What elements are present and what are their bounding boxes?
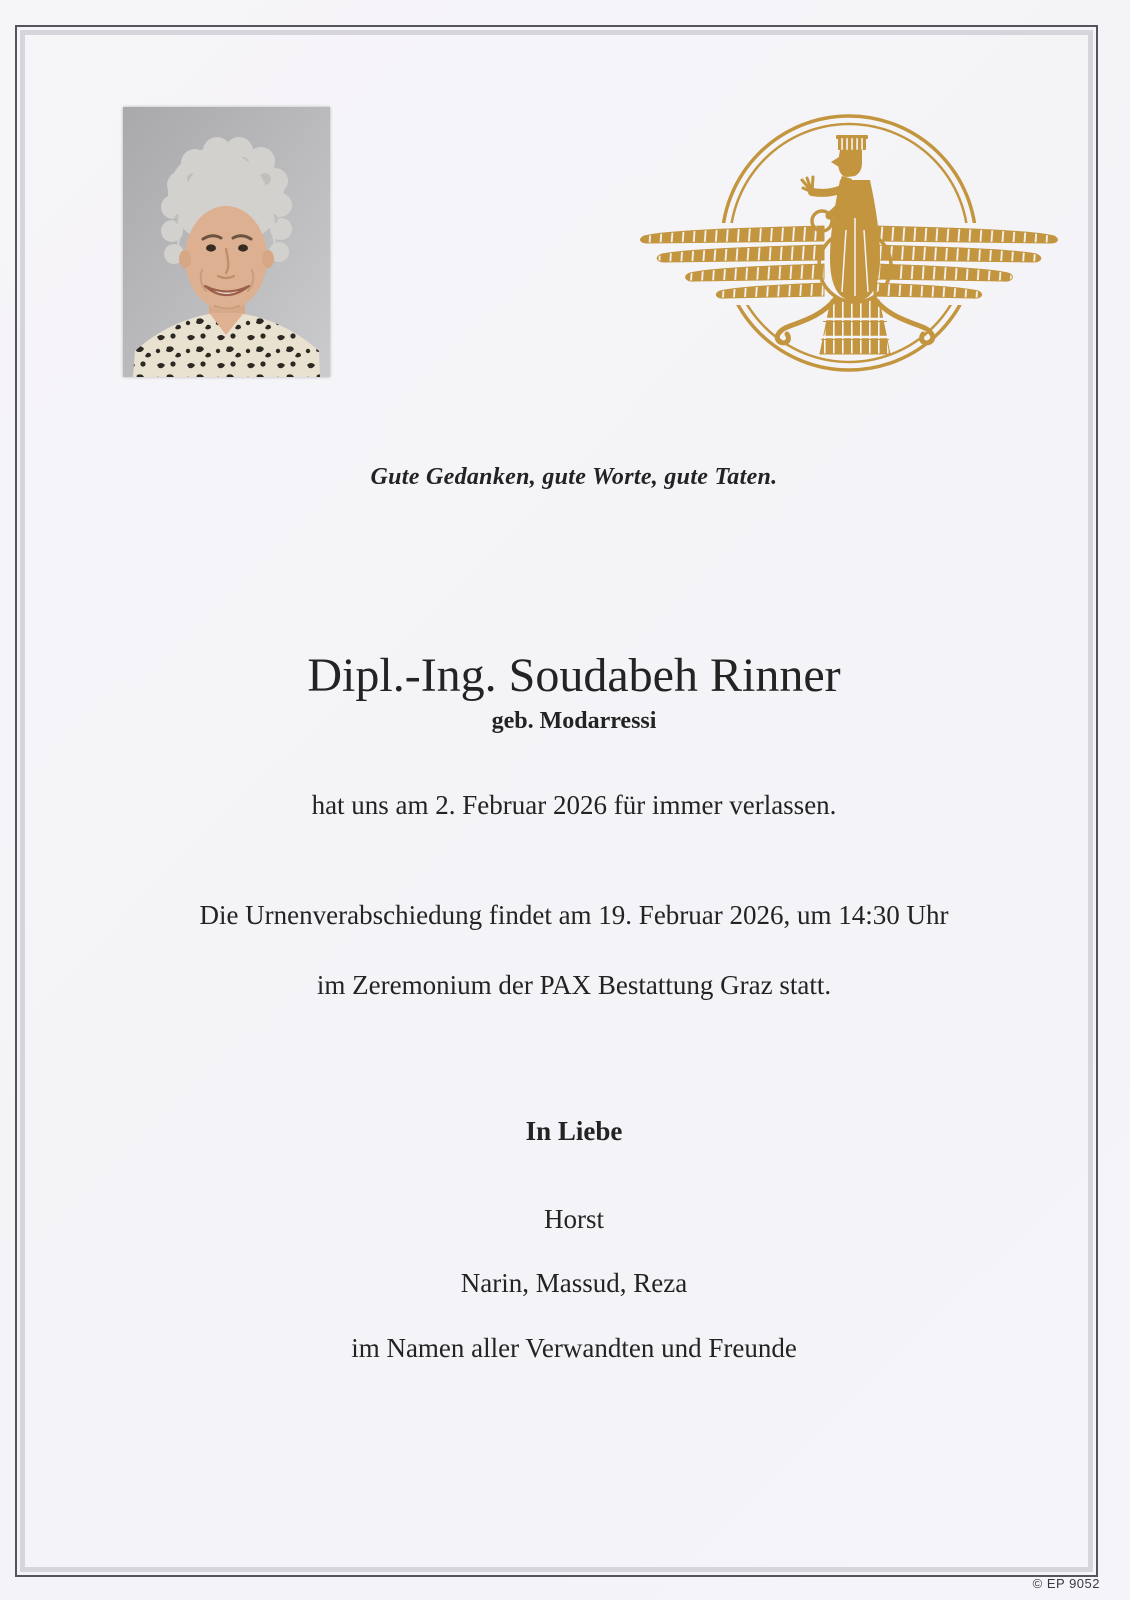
farewell-closing: im Namen aller Verwandten und Freunde: [351, 1333, 797, 1363]
faravahar-icon: [628, 100, 1078, 385]
ceremony-line-2: im Zeremonium der PAX Bestattung Graz statt.: [316, 970, 832, 1000]
motto-text: Gute Gedanken, gute Worte, gute Taten.: [370, 464, 778, 490]
portrait-image: [123, 107, 330, 377]
mourner-names-2: Narin, Massud, Reza: [460, 1268, 688, 1298]
deceased-photo: [123, 107, 330, 377]
mourner-names-1: Horst: [544, 1204, 604, 1234]
ceremony-line-1: Die Urnenverabschiedung findet am 19. Februar 2026, um 14:30 Uhr: [199, 900, 949, 930]
print-code: © EP 9052: [1032, 1576, 1100, 1591]
passing-line: hat uns am 2. Februar 2026 für immer verlassen.: [311, 790, 837, 820]
birth-name: geb. Modarressi: [491, 708, 657, 734]
farewell-heading: In Liebe: [525, 1116, 623, 1146]
deceased-name: Dipl.-Ing. Soudabeh Rinner: [307, 649, 841, 702]
